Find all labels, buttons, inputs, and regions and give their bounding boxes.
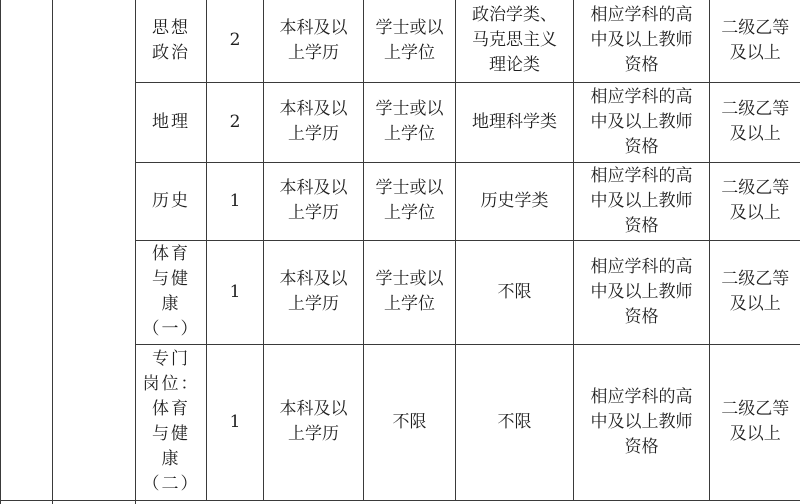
count-cell xyxy=(207,82,264,162)
level-text: 二级乙等 及以上 xyxy=(721,269,790,314)
education-text: 本科及以 上学历 xyxy=(279,17,348,63)
qualification-text: 相应学科的高 中及以上教师 资格 xyxy=(590,86,693,157)
qualification-cell xyxy=(574,82,710,162)
level-cell xyxy=(710,0,800,82)
subject-text: 地理 xyxy=(152,111,190,132)
major-cell xyxy=(456,82,574,162)
degree-cell xyxy=(364,0,456,82)
count-cell xyxy=(207,0,264,82)
subject-cell xyxy=(136,344,207,500)
subject-text: 专门 岗位： 体育 与健 康 （二） xyxy=(142,349,200,494)
degree-text: 不限 xyxy=(392,411,427,432)
subject-cell xyxy=(136,240,207,344)
education-cell xyxy=(264,240,364,344)
education-text: 本科及以 上学历 xyxy=(279,99,348,144)
qualification-text: 相应学科的高 中及以上教师 资格 xyxy=(590,386,693,457)
qualification-cell xyxy=(574,0,710,82)
qualification-cell xyxy=(574,344,710,500)
count-text: 2 xyxy=(229,111,241,132)
subject-text: 思想 政治 xyxy=(152,17,190,63)
level-cell xyxy=(710,162,800,240)
education-cell xyxy=(264,344,364,500)
table-row xyxy=(136,162,800,240)
level-cell xyxy=(710,82,800,162)
degree-text: 学士或以 上学位 xyxy=(375,178,444,223)
degree-cell xyxy=(364,162,456,240)
education-cell xyxy=(264,162,364,240)
education-cell xyxy=(264,0,364,82)
table-row xyxy=(136,344,800,500)
level-text: 二级乙等 及以上 xyxy=(721,17,790,63)
degree-cell xyxy=(364,240,456,344)
count-cell xyxy=(207,162,264,240)
table-row xyxy=(136,240,800,344)
count-text: 1 xyxy=(229,411,241,432)
subject-cell xyxy=(136,162,207,240)
level-cell xyxy=(710,240,800,344)
major-text: 地理科学类 xyxy=(472,111,557,132)
left-border-line xyxy=(0,0,1,504)
degree-cell xyxy=(364,82,456,162)
count-text: 1 xyxy=(229,190,241,211)
level-text: 二级乙等 及以上 xyxy=(721,178,790,223)
subject-text: 体育 与健 康 （一） xyxy=(142,244,200,339)
education-text: 本科及以 上学历 xyxy=(279,269,348,314)
qualification-text: 相应学科的高 中及以上教师 资格 xyxy=(590,5,693,76)
degree-text: 学士或以 上学位 xyxy=(375,99,444,144)
position-table xyxy=(135,0,800,501)
qualification-cell xyxy=(574,240,710,344)
major-text: 不限 xyxy=(497,411,532,432)
level-cell xyxy=(710,344,800,500)
table-row xyxy=(136,0,800,82)
degree-text: 学士或以 上学位 xyxy=(375,17,444,63)
major-text: 历史学类 xyxy=(480,190,549,211)
major-text: 政治学类、 马克思主义 理论类 xyxy=(472,5,557,76)
count-text: 2 xyxy=(229,30,241,51)
major-text: 不限 xyxy=(497,281,532,302)
qualification-text: 相应学科的高 中及以上教师 资格 xyxy=(590,256,693,327)
major-cell xyxy=(456,344,574,500)
level-text: 二级乙等 及以上 xyxy=(721,399,790,444)
level-text: 二级乙等 及以上 xyxy=(721,99,790,144)
qualification-text: 相应学科的高 中及以上教师 资格 xyxy=(590,165,693,236)
bottom-partial-line xyxy=(0,500,136,501)
count-text: 1 xyxy=(229,281,241,302)
subject-text: 历史 xyxy=(152,190,190,211)
major-cell xyxy=(456,0,574,82)
major-cell xyxy=(456,240,574,344)
degree-text: 学士或以 上学位 xyxy=(375,269,444,314)
education-text: 本科及以 上学历 xyxy=(279,399,348,444)
subject-cell xyxy=(136,82,207,162)
major-cell xyxy=(456,162,574,240)
degree-cell xyxy=(364,344,456,500)
count-cell xyxy=(207,240,264,344)
column-divider-1 xyxy=(52,0,53,504)
subject-cell xyxy=(136,0,207,82)
education-cell xyxy=(264,82,364,162)
education-text: 本科及以 上学历 xyxy=(279,178,348,223)
table-row xyxy=(136,82,800,162)
count-cell xyxy=(207,344,264,500)
qualification-cell xyxy=(574,162,710,240)
